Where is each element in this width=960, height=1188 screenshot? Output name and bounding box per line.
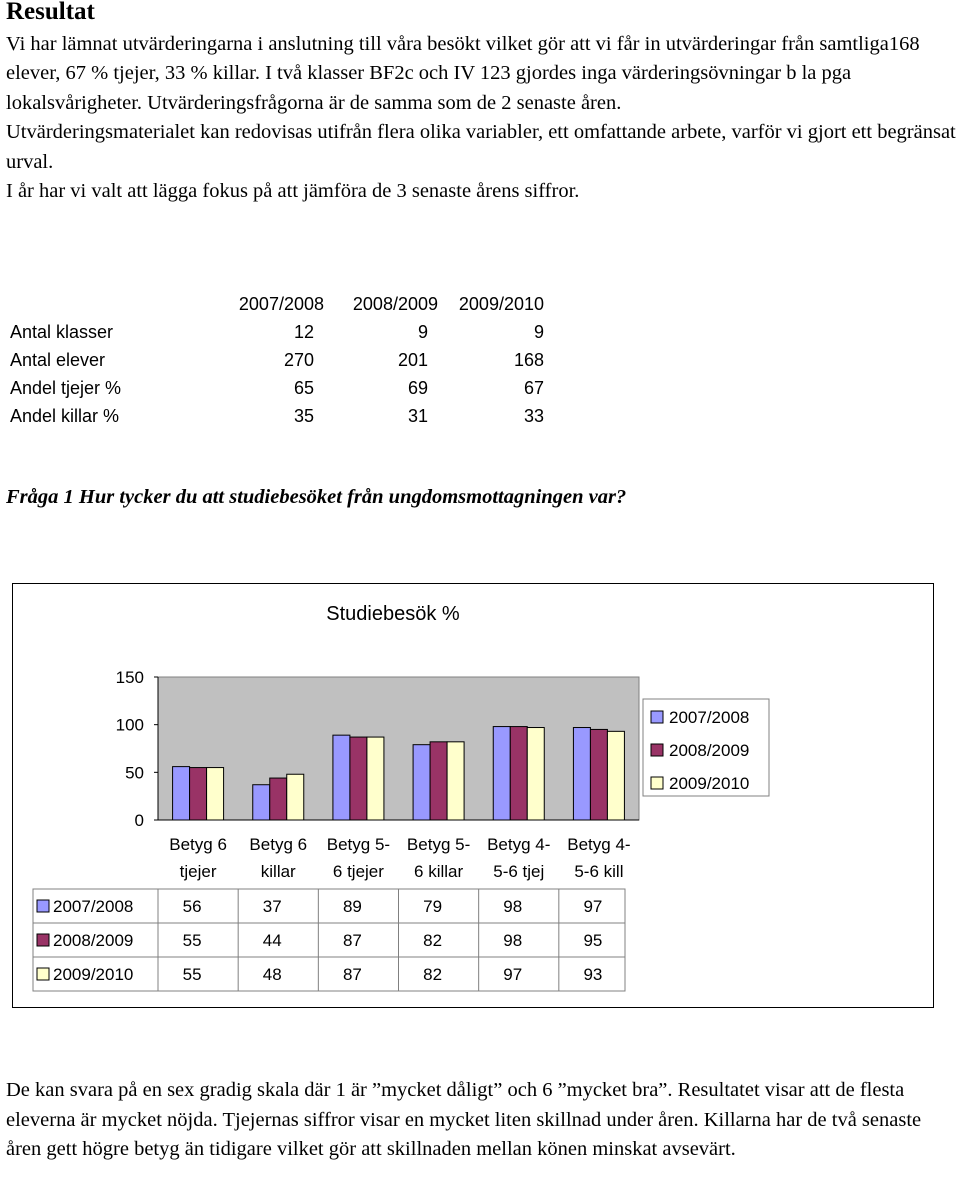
data-table-cell: 87 [342,965,362,984]
bar [430,742,447,820]
y-tick-label: 150 [115,668,144,687]
bar [287,774,304,820]
bar [190,768,207,820]
stats-row [10,350,570,378]
intro-paragraph: Utvärderingsmaterialet kan redovisas utifrån flera olika variabler, ett omfattande arbete, varför vi gjort ett begränsat urval. [6,121,956,173]
legend-key [651,777,663,789]
stats-column-header: 2007/2008 [238,294,324,314]
bar [333,735,350,820]
intro-text [6,30,956,206]
legend-label: 2008/2009 [669,741,750,760]
data-table-cell: 79 [423,897,443,916]
category-label: Betyg 4- [487,835,551,854]
data-table-series-label: 2007/2008 [53,897,134,916]
category-label: Betyg 6 [169,835,227,854]
bar-chart [13,584,933,1007]
outro-paragraph: De kan svara på en sex gradig skala där 1 är ”mycket dåligt” och 6 ”mycket bra”. Resultatet visar att de flesta eleverna är mycket nöjda. Tjejernas siffror visar en mycket liten skillnad under åren. Killarna har de två senaste åren gett högre betyg än tidigare vilket gör att skillnaden mellan könen minskat avsevärt. [6,1079,922,1161]
bar [207,768,224,820]
bar [527,728,544,820]
bar [607,731,624,820]
category-label: 6 killar [414,862,464,881]
stats-row [10,322,570,350]
data-table-series-label: 2008/2009 [53,931,134,950]
stats-cell: 33 [523,406,544,426]
category-label: Betyg 5- [326,835,391,854]
legend-label: 2009/2010 [669,774,750,793]
legend-key [37,900,49,912]
category-label: Betyg 5- [406,835,471,854]
y-tick-label: 100 [115,715,144,735]
data-table-cell: 37 [262,897,282,916]
stats-row-label: Antal elever [10,350,106,370]
data-table-cell: 82 [423,965,443,984]
outro-text [6,1076,956,1165]
stats-column-header: 2009/2010 [458,294,544,314]
stats-cell: 9 [533,322,544,342]
bar [590,729,607,820]
bar [350,737,367,820]
stats-cell: 35 [293,406,314,426]
stats-row-label: Andel killar % [10,406,120,426]
stats-cell: 67 [523,378,544,398]
legend-key [651,711,663,723]
bar [367,737,384,820]
data-table-cell: 87 [342,931,362,950]
stats-row [10,378,570,406]
data-table-cell: 82 [423,931,443,950]
stats-cell: 69 [407,378,428,398]
bar [173,767,190,820]
bar [510,727,527,820]
category-label: Betyg 6 [249,835,308,854]
y-tick-label: 0 [134,811,144,830]
stats-row-label: Andel tjejer % [10,378,122,398]
stats-cell: 65 [293,378,314,398]
y-tick-label: 50 [125,763,144,783]
stats-cell: 31 [407,406,428,426]
stats-cell: 168 [513,350,544,370]
stats-cell: 12 [293,322,314,342]
stats-row [10,406,570,434]
stats-cell: 270 [283,350,314,370]
data-table-cell: 44 [262,931,282,950]
legend-key [37,968,49,980]
category-label: tjejer [179,862,217,881]
legend-key [37,934,49,946]
data-table-cell: 95 [583,931,603,950]
plot-area [158,677,639,820]
page-heading: Resultat [6,0,95,25]
category-label: 5-6 tjej [493,862,545,881]
category-label: 5-6 kill [574,862,624,881]
data-table-cell: 89 [342,897,362,916]
question-heading: Fråga 1 Hur tycker du att studiebesöket från ungdomsmottagningen var? [6,486,627,508]
category-label: killar [260,862,296,881]
data-table-cell: 56 [182,897,202,916]
stats-cell: 201 [397,350,428,370]
intro-paragraph: Vi har lämnat utvärderingarna i anslutning till våra besökt vilket gör att vi får in utvärderingar från samtliga168 elever, 67 % tjejer, 33 % killar. I två klasser BF2c och IV 123 gjordes inga värderingsövningar b la pga lokalsvårigheter. Utvärderingsfrågorna är de samma som de 2 senaste åren. [6,33,920,114]
bar [253,785,270,820]
category-label: Betyg 4- [567,835,631,854]
data-table-cell: 98 [503,931,523,950]
bar [447,742,464,820]
chart-frame [12,583,934,1008]
stats-row-label: Antal klasser [10,322,114,342]
data-table-cell: 55 [182,931,202,950]
data-table-cell: 98 [503,897,523,916]
chart-title: Studiebesök % [326,603,460,625]
data-table-cell: 93 [583,965,603,984]
bar [573,728,590,820]
intro-paragraph: I år har vi valt att lägga fokus på att jämföra de 3 senaste årens siffror. [6,180,580,203]
legend-key [651,744,663,756]
bar [413,745,430,820]
legend-label: 2007/2008 [669,708,750,727]
bar [270,778,287,820]
data-table-cell: 97 [583,897,603,916]
bar [493,727,510,820]
data-table-cell: 48 [262,965,282,984]
stats-header-row [10,294,570,322]
data-table-cell: 55 [182,965,202,984]
stats-cell: 9 [417,322,428,342]
data-table-cell: 97 [503,965,523,984]
stats-column-header: 2008/2009 [352,294,438,314]
data-table-series-label: 2009/2010 [53,965,134,984]
category-label: 6 tjejer [332,862,384,881]
